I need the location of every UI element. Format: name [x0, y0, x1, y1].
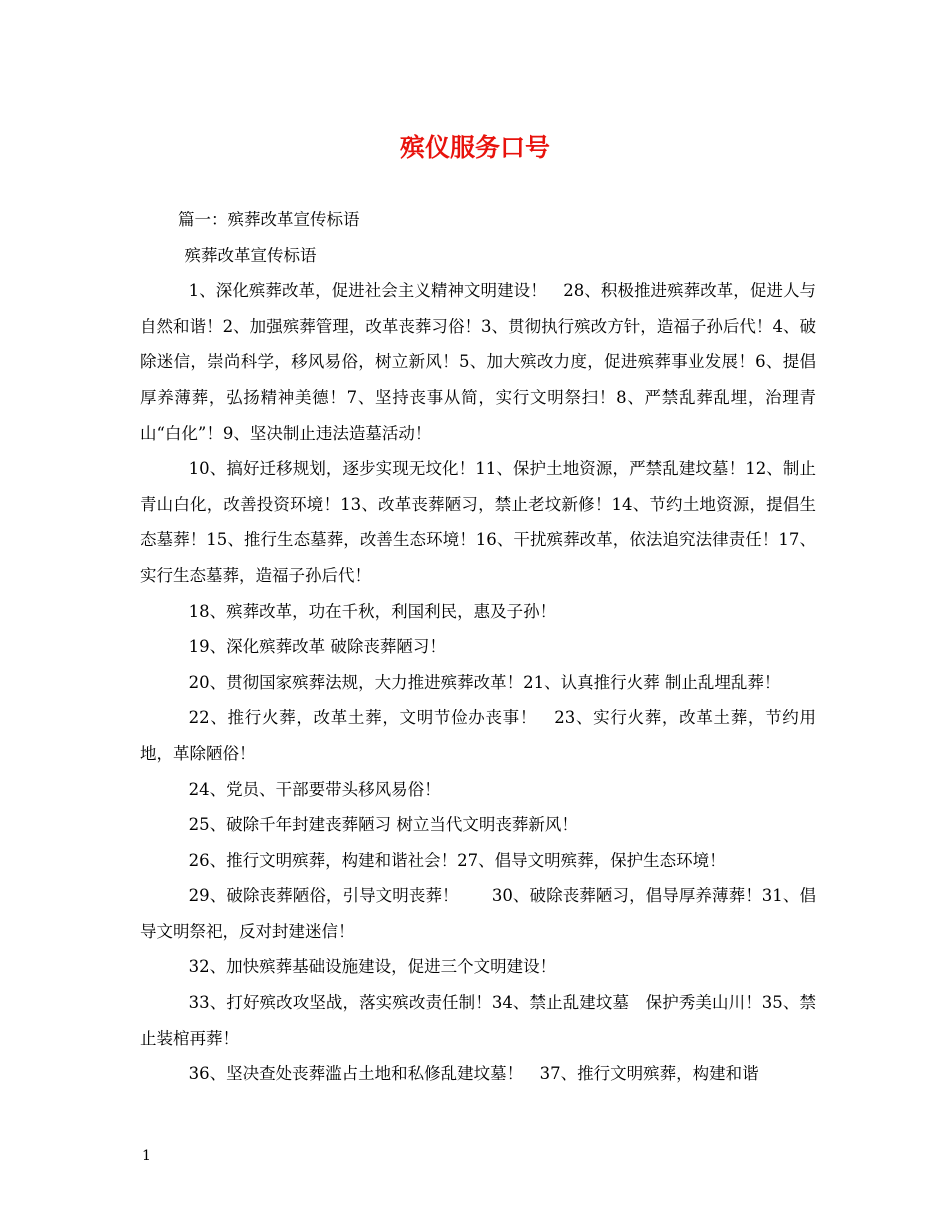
paragraph: 32、加快殡葬基础设施建设，促进三个文明建设！	[188, 957, 557, 977]
document-title: 殡仪服务口号	[399, 133, 550, 162]
paragraph: 36、坚决查处丧葬滥占土地和私修乱建坟墓！ 37、推行文明殡葬，构建和谐	[188, 1064, 759, 1084]
paragraph: 33、打好殡改攻坚战，落实殡改责任制！34、禁止乱建坟墓 保护秀美山川！35、禁止装棺再葬！	[140, 993, 816, 1048]
paragraph: 10、搞好迁移规划，逐步实现无坟化！11、保护土地资源，严禁乱建坟墓！12、制止青山白化，改善投资环境！13、改革丧葬陋习，禁止老坟新修！14、节约土地资源，提倡生态墓葬！15、推行生态墓葬，改善生态环境！16、干扰殡葬改革，依法追究法律责任！17、实行生态墓葬，造福子孙后代！	[140, 459, 816, 585]
paragraph: 18、殡葬改革，功在千秋，利国利民，惠及子孙！	[188, 601, 557, 621]
paragraph: 19、深化殡葬改革 破除丧葬陋习！	[188, 637, 446, 657]
sub-heading: 殡葬改革宣传标语	[184, 245, 317, 265]
paragraph: 20、贯彻国家殡葬法规，大力推进殡葬改革！21、认真推行火葬 制止乱埋乱葬！	[188, 672, 781, 692]
document-body	[140, 202, 816, 1092]
paragraph: 1、深化殡葬改革，促进社会主义精神文明建设！ 28、积极推进殡葬改革，促进人与自然和谐！2、加强殡葬管理，改革丧葬习俗！3、贯彻执行殡改方针，造福子孙后代！4、破除迷信，崇尚科学，移风易俗，树立新风！5、加大殡改力度，促进殡葬事业发展！6、提倡厚养薄葬，弘扬精神美德！7、坚持丧事从简，实行文明祭扫！8、严禁乱葬乱埋，治理青山“白化”！9、坚决制止违法造墓活动！	[140, 281, 816, 443]
paragraph: 25、破除千年封建丧葬陋习 树立当代文明丧葬新风！	[188, 815, 578, 835]
paragraph: 29、破除丧葬陋俗，引导文明丧葬！ 30、破除丧葬陋习，倡导厚养薄葬！31、倡导文明祭祀，反对封建迷信！	[140, 886, 816, 941]
paragraph: 22、推行火葬，改革土葬，文明节俭办丧事！ 23、实行火葬，改革土葬，节约用地，革除陋俗！	[140, 708, 816, 763]
paragraph: 26、推行文明殡葬，构建和谐社会！27、倡导文明殡葬，保护生态环境！	[188, 850, 726, 870]
paragraph: 24、党员、干部要带头移风易俗！	[188, 779, 441, 799]
section-heading: 篇一：殡葬改革宣传标语	[177, 210, 360, 229]
page-number: 1	[142, 1148, 151, 1164]
